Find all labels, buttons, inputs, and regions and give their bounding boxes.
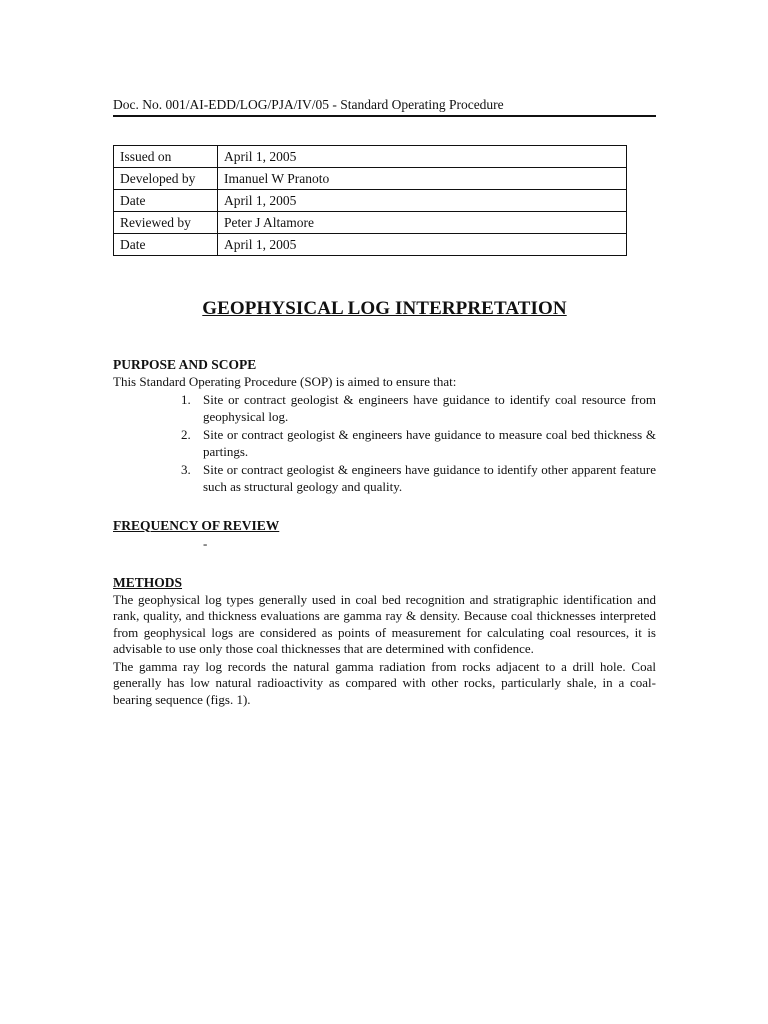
table-row xyxy=(114,234,627,256)
frequency-value: - xyxy=(203,535,208,551)
list-item-text: Site or contract geologist & engineers have guidance to identify coal resource from geophysical log. xyxy=(203,391,656,424)
info-value-developed-by: Imanuel W Pranoto xyxy=(218,168,627,190)
info-value-review-date: April 1, 2005 xyxy=(218,234,627,256)
info-value-date: April 1, 2005 xyxy=(218,190,627,212)
list-number: 2. xyxy=(181,426,191,442)
purpose-list xyxy=(113,391,656,496)
list-item xyxy=(113,461,656,496)
info-label-issued-on: Issued on xyxy=(114,146,218,168)
info-value-reviewed-by: Peter J Altamore xyxy=(218,212,627,234)
info-label-review-date: Date xyxy=(114,234,218,256)
document-page xyxy=(113,96,656,708)
methods-heading: METHODS xyxy=(113,574,183,590)
table-row xyxy=(114,190,627,212)
purpose-intro: This Standard Operating Procedure (SOP) is aimed to ensure that: xyxy=(113,374,457,389)
table-row xyxy=(114,168,627,190)
frequency-heading: FREQUENCY OF REVIEW xyxy=(113,517,280,533)
info-label-date: Date xyxy=(114,190,218,212)
list-number: 1. xyxy=(181,391,191,407)
purpose-heading: PURPOSE AND SCOPE xyxy=(113,357,257,372)
info-label-developed-by: Developed by xyxy=(114,168,218,190)
info-value-issued-on: April 1, 2005 xyxy=(218,146,627,168)
table-row xyxy=(114,146,627,168)
list-item xyxy=(113,391,656,426)
info-label-reviewed-by: Reviewed by xyxy=(114,212,218,234)
list-item-text: Site or contract geologist & engineers have guidance to identify other apparent feature such as structural geology and quality. xyxy=(203,461,656,494)
methods-paragraph-2: The gamma ray log records the natural gamma radiation from rocks adjacent to a drill hole. Coal generally has low natural radioactivity as compared with other rocks, particularly shale, in a coal-bearing sequence (figs. 1). xyxy=(113,658,656,707)
methods-paragraph-1: The geophysical log types generally used in coal bed recognition and stratigraphic identification and rank, quality, and thickness evaluations are gamma ray & density. Because coal thicknesses interpreted from geophysical logs are considered as points of measurement for calculating coal resources, it is advisable to use only those coal thicknesses that are determined with confidence. xyxy=(113,591,656,656)
list-item-text: Site or contract geologist & engineers have guidance to measure coal bed thickness & partings. xyxy=(203,426,656,459)
document-number-header: Doc. No. 001/AI-EDD/LOG/PJA/IV/05 - Standard Operating Procedure xyxy=(113,96,656,117)
table-row xyxy=(114,212,627,234)
list-number: 3. xyxy=(181,461,191,477)
document-info-table xyxy=(113,145,627,256)
document-title: GEOPHYSICAL LOG INTERPRETATION xyxy=(202,298,567,319)
list-item xyxy=(113,426,656,461)
